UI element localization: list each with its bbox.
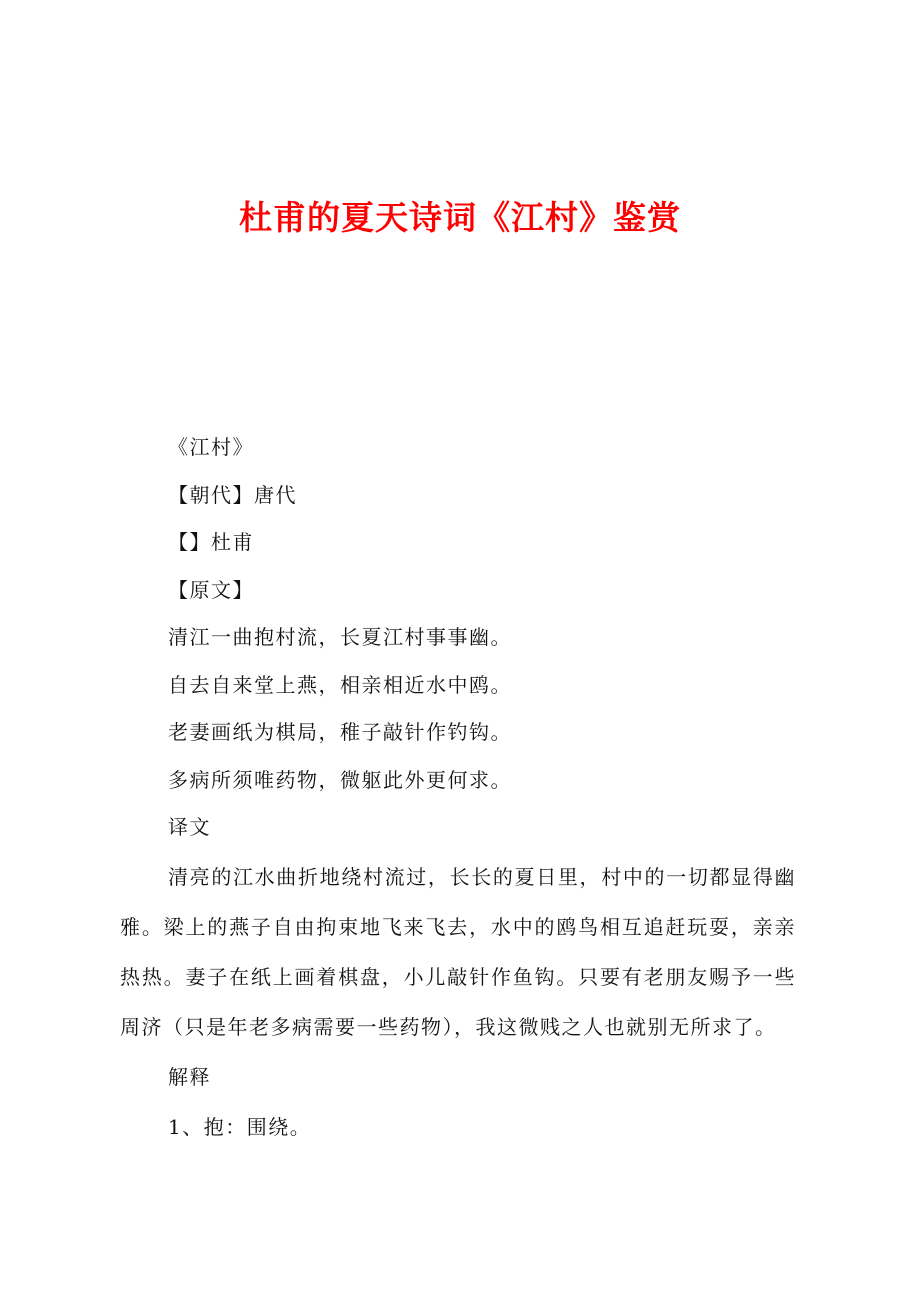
- original-text-heading: 【原文】: [168, 577, 254, 602]
- translation-paragraph: 清亮的江水曲折地绕村流过，长长的夏日里，村中的一切都显得幽雅。梁上的燕子自由拘束地飞来飞去，水中的鸥鸟相互追赶玩耍，亲亲热热。妻子在纸上画着棋盘，小儿敲针作鱼钩。只要有老朋友赐予一些周济（只是年老多病需要一些药物），我这微贱之人也就别无所求了。: [120, 864, 796, 1039]
- author-line: 【】杜甫: [168, 530, 254, 554]
- explanation-item: 1、抱：围绕。: [168, 1114, 312, 1139]
- poem-line-1: 清江一曲抱村流，长夏江村事事幽。: [168, 625, 512, 649]
- poem-line-2: 自去自来堂上燕，相亲相近水中鸥。: [168, 672, 512, 697]
- poem-title: 《江村》: [168, 435, 254, 459]
- poem-line-4: 多病所须唯药物，微躯此外更何求。: [168, 767, 512, 792]
- translation-heading: 译文: [168, 815, 211, 839]
- explanation-heading: 解释: [168, 1064, 211, 1089]
- poem-line-3: 老妻画纸为棋局，稚子敲针作钓钩。: [168, 720, 512, 744]
- document-title: 杜甫的夏天诗词《江村》鉴赏: [239, 198, 681, 237]
- dynasty-line: 【朝代】唐代: [168, 482, 297, 507]
- document-body: [120, 424, 796, 1152]
